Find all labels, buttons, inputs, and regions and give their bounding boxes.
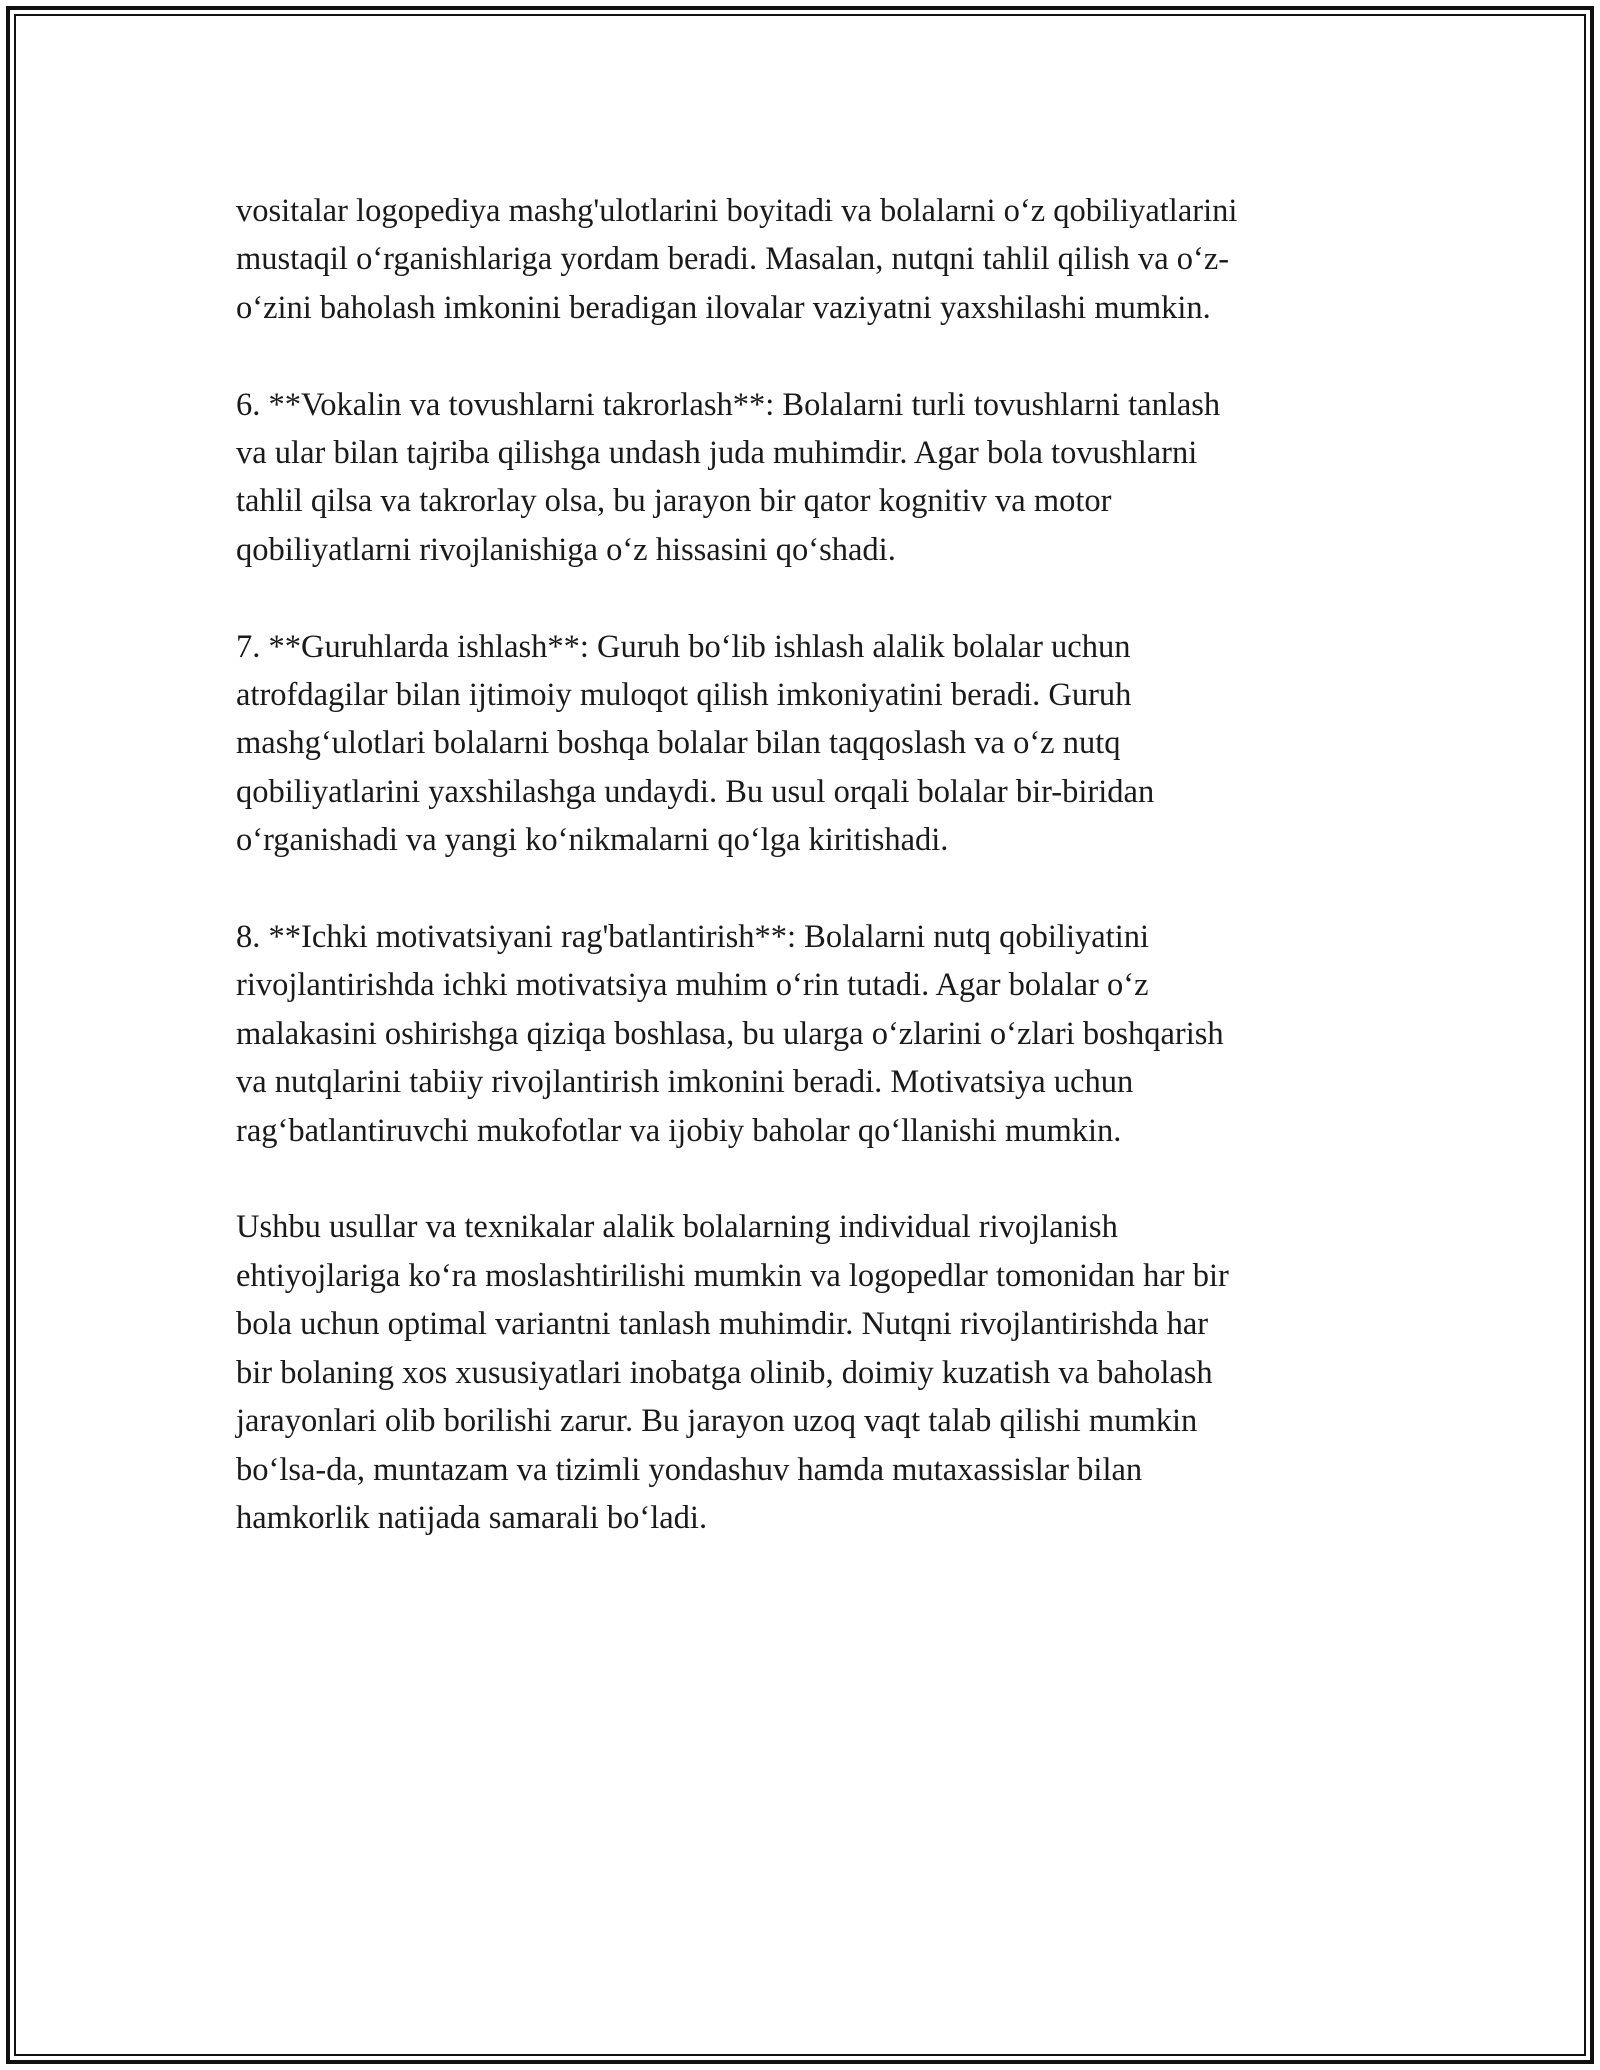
text-line: qobiliyatlarni rivojlanishiga o‘z hissasini qo‘shadi. bbox=[236, 531, 896, 568]
paragraph-item-6 bbox=[236, 381, 1376, 575]
text-line: 8. **Ichki motivatsiyani rag'batlantirish**: Bolalarni nutq qobiliyatini bbox=[236, 919, 1149, 956]
document-body bbox=[236, 187, 1376, 1591]
text-line: o‘rganishadi va yangi ko‘nikmalarni qo‘lga kiritishadi. bbox=[236, 822, 949, 859]
text-line: ehtiyojlariga ko‘ra moslashtirilishi mumkin va logopedlar tomonidan har bir bbox=[236, 1257, 1229, 1294]
text-line: o‘zini baholash imkonini beradigan ilovalar vaziyatni yaxshilashi mumkin. bbox=[236, 289, 1211, 326]
text-line: bola uchun optimal variantni tanlash muhimdir. Nutqni rivojlantirishda har bbox=[236, 1306, 1209, 1343]
text-line: Ushbu usullar va texnikalar alalik bolalarning individual rivojlanish bbox=[236, 1209, 1118, 1246]
text-line: hamkorlik natijada samarali bo‘ladi. bbox=[236, 1499, 708, 1536]
text-line: rag‘batlantiruvchi mukofotlar va ijobiy baholar qo‘llanishi mumkin. bbox=[236, 1112, 1122, 1149]
paragraph-conclusion bbox=[236, 1203, 1376, 1542]
text-line: tahlil qilsa va takrorlay olsa, bu jarayon bir qator kognitiv va motor bbox=[236, 483, 1112, 520]
text-line: rivojlantirishda ichki motivatsiya muhim o‘rin tutadi. Agar bolalar o‘z bbox=[236, 967, 1149, 1004]
paragraph-intro bbox=[236, 187, 1376, 332]
text-line: va ular bilan tajriba qilishga undash juda muhimdir. Agar bola tovushlarni bbox=[236, 435, 1198, 472]
text-line: 6. **Vokalin va tovushlarni takrorlash**: Bolalarni turli tovushlarni tanlash bbox=[236, 386, 1221, 423]
text-line: jarayonlari olib borilishi zarur. Bu jarayon uzoq vaqt talab qilishi mumkin bbox=[236, 1403, 1198, 1440]
text-line: bo‘lsa-da, muntazam va tizimli yondashuv hamda mutaxassislar bilan bbox=[236, 1451, 1143, 1488]
text-line: mashg‘ulotlari bolalarni boshqa bolalar bilan taqqoslash va o‘z nutq bbox=[236, 725, 1121, 762]
text-line: vositalar logopediya mashg'ulotlarini boyitadi va bolalarni o‘z qobiliyatlarini bbox=[236, 193, 1238, 229]
text-line: malakasini oshirishga qiziqa boshlasa, bu ularga o‘zlarini o‘zlari boshqarish bbox=[236, 1015, 1224, 1052]
text-line: va nutqlarini tabiiy rivojlantirish imkonini beradi. Motivatsiya uchun bbox=[236, 1064, 1134, 1101]
text-line: atrofdagilar bilan ijtimoiy muloqot qilish imkoniyatini beradi. Guruh bbox=[236, 677, 1132, 714]
text-line: mustaqil o‘rganishlariga yordam beradi. Masalan, nutqni tahlil qilish va o‘z- bbox=[236, 241, 1230, 278]
paragraph-item-8 bbox=[236, 913, 1376, 1155]
text-line: qobiliyatlarini yaxshilashga undaydi. Bu usul orqali bolalar bir-biridan bbox=[236, 773, 1155, 810]
paragraph-item-7 bbox=[236, 623, 1376, 865]
text-line: 7. **Guruhlarda ishlash**: Guruh bo‘lib ishlash alalik bolalar uchun bbox=[236, 628, 1131, 665]
text-line: bir bolaning xos xususiyatlari inobatga olinib, doimiy kuzatish va baholash bbox=[236, 1354, 1213, 1391]
